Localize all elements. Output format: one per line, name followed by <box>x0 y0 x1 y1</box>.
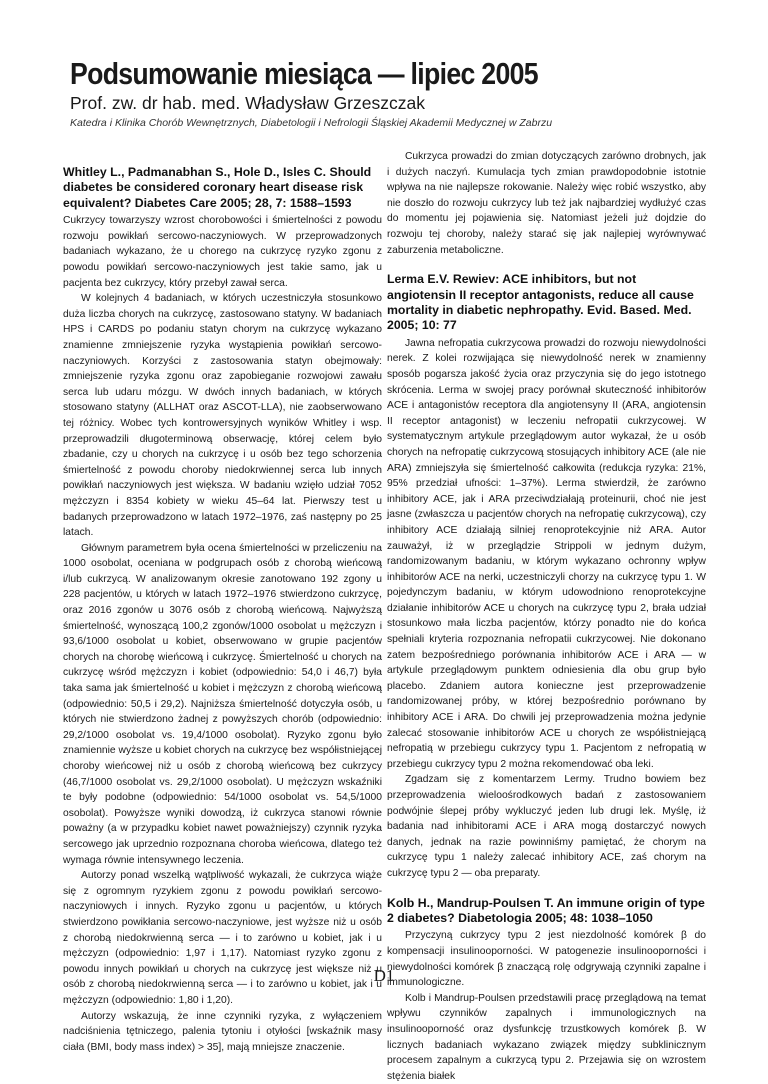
paragraph: Przyczyną cukrzycy typu 2 jest niezdolność komórek β do kompensacji insulinooporności. W patogenezie insulinooporności i niewydolności komórek β znaczącą rolę odgrywają czynniki zapalne i immunologiczne. <box>387 930 706 989</box>
paragraph: Cukrzyca prowadzi do zmian dotyczących zarówno drobnych, jak i dużych naczyń. Kumulacja tych zmian prawdopodobnie istotnie wpływa na nie najlepsze rokowanie. Należy więc robić wszystko, aby nie doszło do rozwoju cukrzycy lub też jak najbardziej wydłużyć czas do momentu jej pojawienia się. Natomiast jeżeli już dojdzie do rozwoju tej choroby, należy starać się jak najlepiej wyrównywać zaburzenia metaboliczne. <box>387 151 706 256</box>
author-line: Prof. zw. dr hab. med. Władysław Grzeszczak <box>70 93 425 113</box>
paragraph: W kolejnych 4 badaniach, w których uczestniczyła stosunkowo duża liczba chorych na cukrzycę, zastosowano statyny. W badaniach HPS i CARDS po podaniu statyn chorym na cukrzycę wykazano znamienne zmniejszenie ryzyka wystąpienia powikłań sercowo-naczyniowych. Korzyści z zastosowania statyn obejmowały: zmniejszenie ryzyka zgonu oraz zapobieganie rozwojowi zawału serca lub udaru mózgu. W dwóch innych badaniach, w których stosowano statyny (ALLHAT oraz ASCOT-LLA), nie zaobserwowano tej różnicy. Wobec tych kontrowersyjnych wyników Whitley i wsp. przeprowadzili długoterminową obserwację, której celem było zbadanie, czy u chorych na cukrzycę i u osób bez tego schorzenia śmiertelność z powodu choroby niedokrwiennej serca lub innych powikłań naczyniowych jest większa. W badaniu wzięło udział 7052 mężczyzn i 8354 kobiety w wieku 45–64 lat. Pierwszy test u badanych przeprowadzono w latach 1972–1976, zaś następny po 25 latach. <box>63 293 382 539</box>
paragraph: Autorzy wskazują, że inne czynniki ryzyka, z wyłączeniem nadciśnienia tętniczego, palenia tytoniu i otyłości [wskaźnik masy ciała (BMI, body mass index) > 35], mają mniejsze znaczenie. <box>63 1010 382 1053</box>
section-gap <box>387 258 706 272</box>
article-title: Kolb H., Mandrup-Poulsen T. An immune origin of type 2 diabetes? Diabetologia 2005; 48: 1038–1050 <box>387 895 705 925</box>
paragraph: Autorzy ponad wszelką wątpliwość wykazali, że cukrzyca wiąże się z ogromnym ryzykiem zgonu z powodu powikłań sercowo-naczyniowych i innych. Ryzyko zgonu u pacjentów, u których stwierdzono powikłania sercowo-naczyniowe, jest wyższe niż u osób z chorobą niedokrwienną serca — i to zarówno u kobiet, jak i u mężczyzn (odpowiednio: 1,97 i 1,17). Natomiast ryzyko zgonu z powodu innych powikłań u chorych na cukrzycę jest większe niż u osób z chorobą niedokrwienną serca — i to zarówno u kobiet, jak i u mężczyzn (odpowiednio: 1,80 i 1,20). <box>63 870 382 1006</box>
left-column <box>63 165 382 1055</box>
right-column <box>387 149 706 1084</box>
section-gap <box>387 882 706 896</box>
paragraph: Kolb i Mandrup-Poulsen przedstawili pracę przeglądową na temat wpływu czynników zapalnych i immunologicznych na insulinooporność oraz dysfunkcję trzustkowych komórek β. W licznych badaniach wykazano związek między subklinicznym procesem zapalnym a cukrzycą typu 2. Przejawia się on wzrostem stężenia białek <box>387 992 706 1082</box>
paragraph: Cukrzycy towarzyszy wzrost chorobowości i śmiertelności z powodu rozwoju powikłań sercowo-naczyniowych. W przeprowadzonych badaniach wykazano, że u chorego na cukrzycę ryzyko zgonu z powodu powikłań sercowo-naczyniowych jest takie samo, jak u pacjenta bez cukrzycy, który przebył zawał serca. <box>63 215 382 289</box>
article-title: Lerma E.V. Rewiev: ACE inhibitors, but not angiotensin II receptor antagonists, reduce all cause mortality in diabetic nephropathy. Evid. Based. Med. 2005; 10: 77 <box>387 272 694 333</box>
paragraph: Głównym parametrem była ocena śmiertelności w przeliczeniu na 1000 osobolat, oceniana w podgrupach osób z chorobą wieńcową i/lub cukrzycą. W analizowanym okresie zanotowano 192 zgony u 228 pacjentów, u których w latach 1972–1976 stwierdzono cukrzycę, oraz 2016 zgonów u 3076 osób z chorobą wieńcową. Najwyższą śmiertelność, wynoszącą 100,2 zgonów/1000 osobolat u mężczyzn i 93,6/1000 osobolat u kobiet, obserwowano w grupie pacjentów chorych na chorobę wieńcową i cukrzycę. Śmiertelność u chorych na cukrzycę wśród mężczyzn i kobiet (odpowiednio: 54,0 i 46,7) była taka sama jak śmiertelność u kobiet i mężczyzn z chorobą wieńcową (odpowiednio: 50,5 i 29,2). Najniższa śmiertelność dotyczyła osób, u których nie stwierdzono żadnej z powyższych chorób (odpowiednio: 29,2/1000 osobolat vs. 19,4/1000 osobolat). Ryzyko zgonu było znamiennie wyższe u kobiet chorych na cukrzycę bez współistniejącej choroby wieńcowej niż u osób z chorobą wieńcową bez cukrzycy (46,7/1000 osobolat vs. 29,2/1000 osobolat). U mężczyzn wskaźniki te były podobne (odpowiednio: 54/1000 osobolat vs. 54,5/1000 osobolat). Powyższe wyniki dowodzą, iż cukrzyca stanowi równie poważny (a w przypadku kobiet nawet poważniejszy) czynnik ryzyka sercowego jak uprzednio rozpoznana choroba wieńcowa, dlatego też wymaga równie intensywnego leczenia. <box>63 542 382 866</box>
page-title: Podsumowanie miesiąca — lipiec 2005 <box>70 56 538 91</box>
affiliation-line: Katedra i Klinika Chorób Wewnętrznych, Diabetologii i Nefrologii Śląskiej Akademii Medycznej w Zabrzu <box>70 117 553 129</box>
paragraph: Zgadzam się z komentarzem Lermy. Trudno bowiem bez przeprowadzenia wieloośrodkowych badań z zastosowaniem podwójnie ślepej próby wykluczyć jeden lub drugi lek. Myślę, iż badania nad inhibitorami ACE i ARA mogą dostarczyć nowych danych, jednak na razie powinniśmy pamiętać, że chorym na cukrzycę typu 1 należy zalecać inhibitory ACE, zaś chorym na cukrzycę typu 2 — oba preparaty. <box>387 774 706 879</box>
page-number: D1 <box>373 966 395 985</box>
article-title: Whitley L., Padmanabhan S., Hole D., Isles C. Should diabetes be considered coronary heart disease risk equivalent? Diabetes Care 2005; 28, 7: 1588–1593 <box>63 165 372 210</box>
paragraph: Jawna nefropatia cukrzycowa prowadzi do rozwoju niewydolności nerek. Z kolei rozwijająca się niewydolność nerek w znamienny sposób pogarsza jakość życia oraz przyczynia się do jego istotnego skrócenia. Lerma w swojej pracy porównał skuteczność inhibitorów ACE i antagonistów receptora dla angiotensyny II (ARA, angiotensin II receptor antagonist) w leczeniu nefropatii cukrzycowej. W systematycznym artykule przeglądowym autor wykazał, że u osób chorych na nefropatię cukrzycową stosujących inhibitory ACE (ale nie ARA) zmniejszyła się śmiertelność całkowita (redukcja ryzyka: 21%, 95% przedział ufności: 1–37%). Lerma stwierdził, że zarówno inhibitory ACE, jak i ARA przeciwdziałają proteinurii, choć nie jest jasne (zwłaszcza u pacjentów chorych na nefropatię cukrzycową), czy inhibitory ACE działają silniej renoprotekcyjnie niż ARA. Autor zauważył, iż w przeglądzie Strippoli w jednym dużym, randomizowanym badaniu, w którym wykazano ochronny wpływ inhibitorów ACE na nerki, uczestniczyli chorzy na cukrzycę typu 1. W pojedynczym badaniu, w którym udowodniono renoprotekcyjne działanie inhibitorów ACE u chorych na cukrzycę typu 2, brała udział stosunkowo mała liczba pacjentów, którzy ponadto nie do końca spełniali kryteria rozpoznania nefropatii cukrzycowej. Nie dokonano zatem bezpośredniego porównania inhibitorów ACE i ARA — w artykule przeglądowym punktem odniesienia dla obu grup było placebo. Zdaniem autora konieczne jest przeprowadzenie randomizowanej próby, w której bezpośrednio porównano by inhibitory ACE i ARA. Do chwili jej przeprowadzenia można jedynie zalecać stosowanie inhibitorów ACE u chorych ze współistniejącą nefropatią w przebiegu cukrzycy typu 1. Pacjentom z nefropatią w przebiegu cukrzycy typu 2 można rekomendować oba leki. <box>387 337 706 770</box>
